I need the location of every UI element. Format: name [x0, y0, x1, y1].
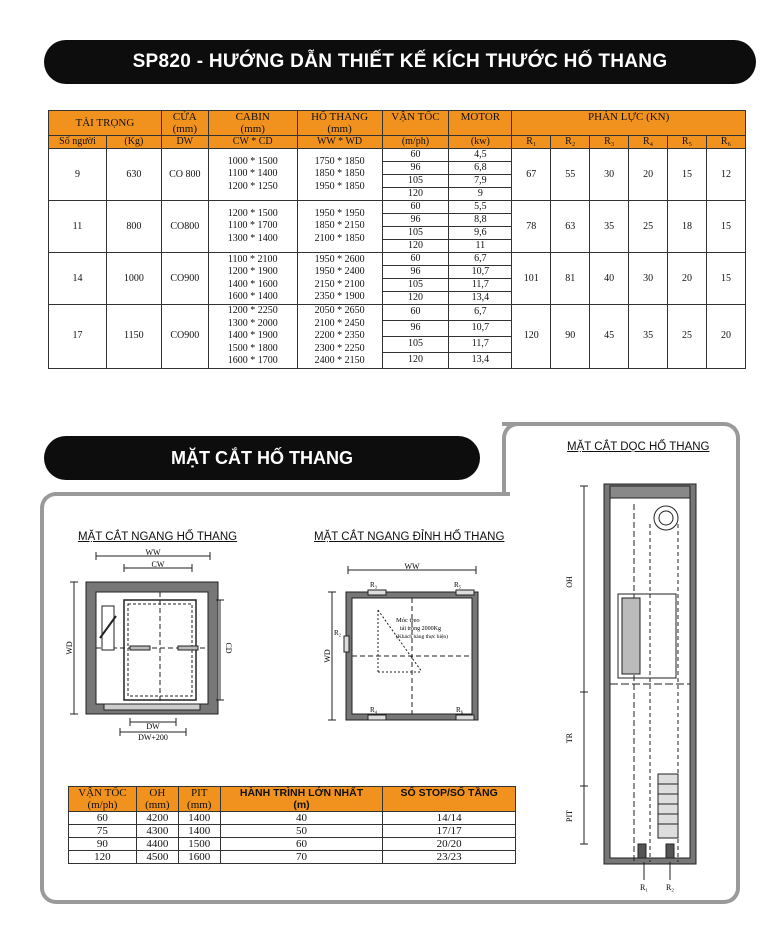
cell-r4: 25 [629, 201, 668, 253]
r5-top-label: R₅ [454, 581, 462, 589]
top-plan-caption: MẶT CẮT NGANG ĐỈNH HỐ THANG [314, 531, 505, 543]
sub-r1: R₁ [512, 136, 551, 149]
spec-row [49, 201, 746, 214]
cell-motor: 11 [449, 240, 512, 253]
cell-motor: 9,6 [449, 227, 512, 240]
cell-r3: 45 [590, 305, 629, 369]
cabin-size: 1300 * 2000 [227, 317, 278, 329]
header-load: TẢI TRỌNG [49, 111, 162, 136]
speed-cell-pit: 1400 [178, 812, 220, 825]
speed-table [68, 786, 516, 864]
cell-door: CO900 [161, 253, 208, 305]
hook-text-2: tải trọng 2000Kg [400, 626, 441, 632]
section-title: MẶT CẮT HỐ THANG [171, 447, 353, 468]
speed-cell-travel: 50 [220, 825, 383, 838]
cell-kg: 800 [106, 201, 161, 253]
cell-persons: 17 [49, 305, 107, 369]
cell-r6: 15 [706, 253, 745, 305]
speed-cell-speed: 75 [69, 825, 137, 838]
cabin-size: 1200 * 1900 [227, 266, 278, 277]
cell-speed: 60 [382, 149, 449, 162]
shaft-size: 1950 * 2600 [314, 253, 365, 265]
speed-cell-travel: 70 [220, 851, 383, 864]
sub-r5: R₅ [668, 136, 707, 149]
speed-cell-stops: 14/14 [383, 812, 516, 825]
cell-r4: 20 [629, 149, 668, 201]
cell-r6: 20 [706, 305, 745, 369]
oh-label: OH [565, 576, 574, 588]
cell-persons: 14 [49, 253, 107, 305]
sub-r2: R₂ [551, 136, 590, 149]
subheader-row [49, 136, 746, 149]
r2-label: R₂ [334, 629, 342, 637]
top-plan-drawing [318, 560, 486, 732]
shaft-size: 2300 * 2250 [314, 342, 365, 354]
speed-cell-oh: 4400 [136, 838, 178, 851]
cell-motor: 13,4 [449, 352, 512, 368]
cell-r5: 15 [668, 149, 707, 201]
hook-text-3: (Khách hàng thực hiện) [396, 634, 449, 640]
cell-shaft [297, 201, 382, 253]
sub-persons: Số người [49, 136, 107, 149]
spec-row [49, 253, 746, 266]
spec-row [49, 149, 746, 162]
cell-motor: 9 [449, 188, 512, 201]
cell-kg: 1000 [106, 253, 161, 305]
frame-top-left [502, 422, 526, 492]
shaft-size: 1950 * 1950 [314, 207, 365, 219]
cell-motor: 10,7 [449, 320, 512, 336]
cell-r2: 81 [551, 253, 590, 305]
cell-speed: 105 [382, 279, 449, 292]
speed-cell-pit: 1400 [178, 825, 220, 838]
cell-shaft [297, 305, 382, 369]
shaft-size: 1950 * 1850 [314, 180, 365, 192]
cd-label: CD [224, 642, 233, 654]
cell-speed: 105 [382, 336, 449, 352]
cell-speed: 96 [382, 320, 449, 336]
vertical-caption: MẶT CẮT DỌC HỐ THANG [567, 441, 710, 453]
vertical-r2-label: R₂ [665, 883, 675, 892]
speed-cell-oh: 4200 [136, 812, 178, 825]
speed-cell-speed: 120 [69, 851, 137, 864]
stops-header: SỐ STOP/SỐ TẦNG [383, 787, 516, 812]
vertical-r1-label: R₁ [639, 883, 649, 892]
sub-kg: (Kg) [106, 136, 161, 149]
sub-cw-cd: CW * CD [208, 136, 297, 149]
speed-cell-oh: 4300 [136, 825, 178, 838]
header-row [49, 111, 746, 136]
header-shaft: HỐ THANG (mm) [297, 111, 382, 136]
cell-r5: 18 [668, 201, 707, 253]
r6-label: R₆ [456, 706, 464, 714]
sub-r4: R₄ [629, 136, 668, 149]
cell-speed: 120 [382, 352, 449, 368]
shaft-size: 2200 * 2350 [314, 330, 365, 341]
cell-kg: 630 [106, 149, 161, 201]
spec-row [49, 305, 746, 321]
header-reaction: PHẢN LỰC (KN) [512, 111, 746, 136]
speed-cell-speed: 60 [69, 812, 137, 825]
cell-kg: 1150 [106, 305, 161, 369]
cell-cabin [208, 253, 297, 305]
cell-speed: 96 [382, 266, 449, 279]
cell-motor: 6,8 [449, 162, 512, 175]
cell-r2: 63 [551, 201, 590, 253]
header-door: CỬA (mm) [161, 111, 208, 136]
plan-caption: MẶT CẮT NGANG HỐ THANG [78, 531, 238, 543]
speed-cell-stops: 23/23 [383, 851, 516, 864]
sub-r3: R₃ [590, 136, 629, 149]
cabin-size: 1100 * 1700 [227, 220, 278, 232]
dw200-label: DW+200 [138, 733, 168, 742]
cabin-size: 1200 * 1250 [227, 180, 278, 192]
speed-cell-travel: 60 [220, 838, 383, 851]
cell-door: CO900 [161, 305, 208, 369]
cell-shaft [297, 253, 382, 305]
cell-r1: 67 [512, 149, 551, 201]
speed-row [69, 825, 516, 838]
cabin-size: 1200 * 1500 [227, 207, 278, 219]
tr-label: TR [565, 732, 574, 744]
dw-label: DW [146, 722, 160, 731]
header-speed: VẬN TỐC [382, 111, 449, 136]
cell-speed: 60 [382, 201, 449, 214]
shaft-size: 1750 * 1850 [314, 155, 365, 167]
cell-speed: 105 [382, 227, 449, 240]
cell-motor: 6,7 [449, 305, 512, 321]
cell-r2: 90 [551, 305, 590, 369]
shaft-plan-drawing [60, 548, 240, 744]
cabin-size: 1600 * 1700 [227, 355, 278, 366]
cell-r3: 40 [590, 253, 629, 305]
cell-motor: 13,4 [449, 292, 512, 305]
section-banner [44, 436, 480, 480]
cell-door: CO 800 [161, 149, 208, 201]
spec-body [49, 149, 746, 369]
cell-speed: 60 [382, 253, 449, 266]
cell-r3: 35 [590, 201, 629, 253]
cell-motor: 7,9 [449, 175, 512, 188]
speed-header-row [69, 787, 516, 812]
cell-cabin [208, 305, 297, 369]
cell-speed: 105 [382, 175, 449, 188]
speed-cell-stops: 20/20 [383, 838, 516, 851]
page-title: SP820 - HƯỚNG DẪN THIẾT KẾ KÍCH THƯỚC HỐ THANG [132, 51, 668, 72]
speed-row [69, 812, 516, 825]
cell-motor: 11,7 [449, 279, 512, 292]
cell-speed: 60 [382, 305, 449, 321]
oh-header: OH (mm) [136, 787, 178, 812]
cell-motor: 10,7 [449, 266, 512, 279]
sub-r6: R₆ [706, 136, 745, 149]
shaft-size: 2100 * 1850 [314, 232, 365, 244]
cw-label: CW [151, 560, 165, 569]
cell-r5: 25 [668, 305, 707, 369]
cell-speed: 120 [382, 240, 449, 253]
cell-motor: 4,5 [449, 149, 512, 162]
cell-cabin [208, 201, 297, 253]
cell-r1: 78 [512, 201, 551, 253]
cabin-size: 1100 * 1400 [227, 168, 278, 180]
speed-row [69, 851, 516, 864]
speed-row [69, 838, 516, 851]
shaft-size: 1950 * 2400 [314, 266, 365, 277]
speed-cell-speed: 90 [69, 838, 137, 851]
cell-motor: 8,8 [449, 214, 512, 227]
cell-motor: 6,7 [449, 253, 512, 266]
spec-table [48, 110, 746, 369]
cell-motor: 5,5 [449, 201, 512, 214]
header-motor: MOTOR [449, 111, 512, 136]
speed-header: VẬN TỐC (m/ph) [69, 787, 137, 812]
cell-door: CO800 [161, 201, 208, 253]
cell-shaft [297, 149, 382, 201]
shaft-size: 2400 * 2150 [314, 355, 365, 366]
shaft-size: 1850 * 2150 [314, 220, 365, 232]
cell-r2: 55 [551, 149, 590, 201]
shaft-size: 2100 * 2450 [314, 317, 365, 329]
cell-r5: 20 [668, 253, 707, 305]
hook-text-1: Móc treo [396, 617, 420, 624]
shaft-size: 2350 * 1900 [314, 291, 365, 302]
pit-header: PIT (mm) [178, 787, 220, 812]
speed-cell-pit: 1500 [178, 838, 220, 851]
top-wd-label: WD [323, 649, 332, 663]
cell-r1: 101 [512, 253, 551, 305]
header-cabin: CABIN (mm) [208, 111, 297, 136]
pit-label: PIT [565, 810, 574, 822]
cabin-size: 1000 * 1500 [227, 155, 278, 167]
speed-body [69, 812, 516, 864]
cell-speed: 120 [382, 188, 449, 201]
cell-r3: 30 [590, 149, 629, 201]
cell-motor: 11,7 [449, 336, 512, 352]
r4-label: R₄ [370, 706, 378, 714]
cell-persons: 11 [49, 201, 107, 253]
top-ww-label: WW [404, 562, 420, 571]
speed-cell-travel: 40 [220, 812, 383, 825]
sub-kw: (kw) [449, 136, 512, 149]
cell-speed: 96 [382, 162, 449, 175]
vertical-section-drawing [556, 474, 726, 894]
cell-r4: 30 [629, 253, 668, 305]
speed-cell-pit: 1600 [178, 851, 220, 864]
shaft-size: 1850 * 1850 [314, 168, 365, 180]
ww-label: WW [145, 548, 161, 557]
cabin-size: 1200 * 2250 [227, 305, 278, 316]
cell-r1: 120 [512, 305, 551, 369]
sub-mph: (m/ph) [382, 136, 449, 149]
sub-ww-wd: WW * WD [297, 136, 382, 149]
wd-label: WD [65, 641, 74, 655]
cell-r6: 15 [706, 201, 745, 253]
cabin-size: 1400 * 1900 [227, 330, 278, 341]
cabin-size: 1100 * 2100 [227, 253, 278, 265]
cabin-size: 1400 * 1600 [227, 278, 278, 290]
cell-r4: 35 [629, 305, 668, 369]
cell-persons: 9 [49, 149, 107, 201]
cabin-size: 1600 * 1400 [227, 291, 278, 302]
cell-cabin [208, 149, 297, 201]
shaft-size: 2050 * 2650 [314, 305, 365, 316]
speed-cell-oh: 4500 [136, 851, 178, 864]
travel-header: HÀNH TRÌNH LỚN NHẤT (m) [220, 787, 383, 812]
cabin-size: 1300 * 1400 [227, 232, 278, 244]
cell-speed: 120 [382, 292, 449, 305]
cell-speed: 96 [382, 214, 449, 227]
r3-label: R₃ [370, 581, 378, 589]
title-banner [44, 40, 756, 84]
shaft-size: 2150 * 2100 [314, 278, 365, 290]
speed-cell-stops: 17/17 [383, 825, 516, 838]
sub-dw: DW [161, 136, 208, 149]
cabin-size: 1500 * 1800 [227, 342, 278, 354]
cell-r6: 12 [706, 149, 745, 201]
